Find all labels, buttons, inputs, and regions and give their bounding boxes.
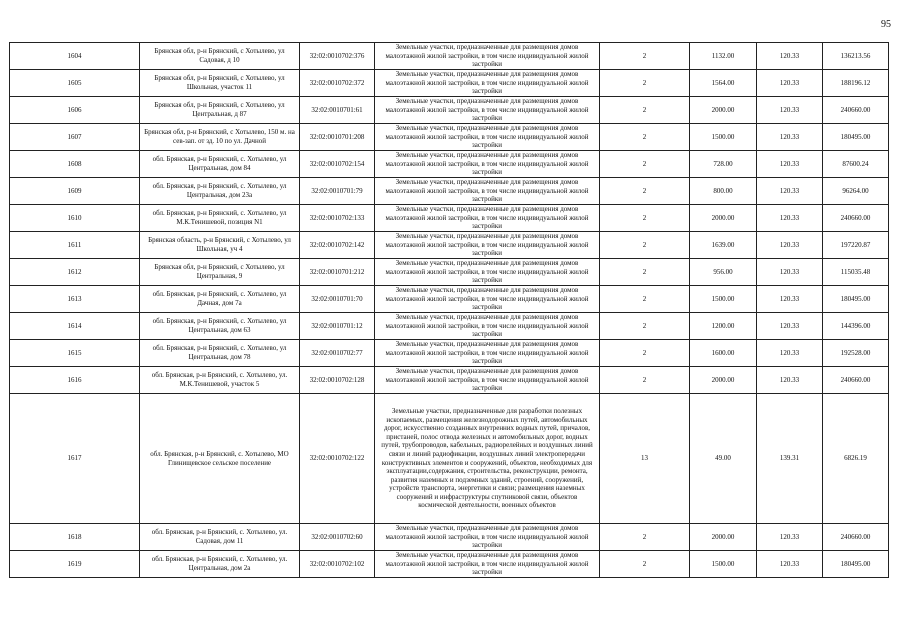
area-cell: 1500.00 (690, 124, 757, 151)
cadastral-number-cell: 32:02:0010702:60 (300, 524, 375, 551)
address-cell: обл. Брянская, р-н Брянский, с. Хотылево, ул Центральная, дом 23а (140, 178, 300, 205)
row-number: 1619 (10, 551, 140, 578)
land-use-cell: Земельные участки, предназначенные для размещения домов малоэтажной жилой застройки, в том числе индивидуальной жилой застройки (375, 340, 600, 367)
land-use-cell: Земельные участки, предназначенные для размещения домов малоэтажной жилой застройки, в том числе индивидуальной жилой застройки (375, 524, 600, 551)
cadastral-value-cell: 136213.56 (823, 43, 889, 70)
area-cell: 1564.00 (690, 70, 757, 97)
address-cell: обл. Брянская, р-н Брянский, с. Хотылево, ул. Садовая, дом 11 (140, 524, 300, 551)
rate-cell: 120.33 (757, 232, 823, 259)
table-row (10, 286, 889, 313)
group-code-cell: 2 (600, 551, 690, 578)
cadastral-value-cell: 240660.00 (823, 524, 889, 551)
address-cell: обл. Брянская, р-н Брянский, с. Хотылево, ул Центральная, дом 84 (140, 151, 300, 178)
address-cell: обл. Брянская, р-н Брянский, с. Хотылево, ул. Центральная, дом 2а (140, 551, 300, 578)
row-number: 1616 (10, 367, 140, 394)
group-code-cell: 2 (600, 367, 690, 394)
address-cell: Брянская область, р-н Брянский, с Хотылево, ул Школьная, уч 4 (140, 232, 300, 259)
cadastral-number-cell: 32:02:0010702:133 (300, 205, 375, 232)
row-number: 1617 (10, 394, 140, 524)
row-number: 1606 (10, 97, 140, 124)
table-row (10, 43, 889, 70)
cadastral-value-cell: 180495.00 (823, 551, 889, 578)
cadastral-number-cell: 32:02:0010702:122 (300, 394, 375, 524)
rate-cell: 120.33 (757, 367, 823, 394)
area-cell: 728.00 (690, 151, 757, 178)
group-code-cell: 2 (600, 259, 690, 286)
rate-cell: 139.31 (757, 394, 823, 524)
address-cell: Брянская обл, р-н Брянский, с Хотылево, ул Садовая, д 10 (140, 43, 300, 70)
land-parcels-table (9, 42, 889, 578)
address-cell: Брянская обл, р-н Брянский, с Хотылево, 150 м. на сев-зап. от зд. 10 по ул. Дачной (140, 124, 300, 151)
group-code-cell: 2 (600, 178, 690, 205)
row-number: 1614 (10, 313, 140, 340)
row-number: 1607 (10, 124, 140, 151)
table-row (10, 97, 889, 124)
row-number: 1611 (10, 232, 140, 259)
table-row (10, 367, 889, 394)
area-cell: 1500.00 (690, 551, 757, 578)
land-use-cell: Земельные участки, предназначенные для размещения домов малоэтажной жилой застройки, в том числе индивидуальной жилой застройки (375, 97, 600, 124)
area-cell: 956.00 (690, 259, 757, 286)
cadastral-number-cell: 32:02:0010701:70 (300, 286, 375, 313)
rate-cell: 120.33 (757, 124, 823, 151)
area-cell: 1132.00 (690, 43, 757, 70)
area-cell: 2000.00 (690, 524, 757, 551)
row-number: 1605 (10, 70, 140, 97)
cadastral-value-cell: 180495.00 (823, 124, 889, 151)
area-cell: 2000.00 (690, 367, 757, 394)
address-cell: обл. Брянская, р-н Брянский, с. Хотылево, ул Центральная, дом 78 (140, 340, 300, 367)
land-use-cell: Земельные участки, предназначенные для размещения домов малоэтажной жилой застройки, в том числе индивидуальной жилой застройки (375, 259, 600, 286)
rate-cell: 120.33 (757, 97, 823, 124)
row-number: 1612 (10, 259, 140, 286)
address-cell: обл. Брянская, р-н Брянский, с. Хотылево, ул Центральная, дом 63 (140, 313, 300, 340)
cadastral-value-cell: 188196.12 (823, 70, 889, 97)
address-cell: Брянская обл, р-н Брянский, с Хотылево, ул Школьная, участок 11 (140, 70, 300, 97)
area-cell: 1600.00 (690, 340, 757, 367)
land-use-cell: Земельные участки, предназначенные для разработки полезных ископаемых, размещения железнодорожных путей, автомобильных дорог, искусственно созданных внутренних водных путей, причалов, пристаней, полос отвода железных и автомобильных дорог, водных путей, трубопроводов, кабельных, радиорелейных и воздушных линий связи и линий радиофикации, воздушных линий электропередачи конструктивных элементов и сооружений, объектов, необходимых для эксплуатации,содержания, строительства, реконструкции, ремонта, развития наземных и подземных зданий, строений, сооружений, устройств транспорта, энергетики и связи; размещения наземных сооружений и инфраструктуры спутниковой связи, объектов космической деятельности, военных объектов (375, 394, 600, 524)
rate-cell: 120.33 (757, 205, 823, 232)
group-code-cell: 2 (600, 313, 690, 340)
row-number: 1610 (10, 205, 140, 232)
row-number: 1608 (10, 151, 140, 178)
group-code-cell: 2 (600, 151, 690, 178)
table-row (10, 551, 889, 578)
area-cell: 800.00 (690, 178, 757, 205)
rate-cell: 120.33 (757, 313, 823, 340)
cadastral-value-cell: 180495.00 (823, 286, 889, 313)
cadastral-number-cell: 32:02:0010701:208 (300, 124, 375, 151)
cadastral-number-cell: 32:02:0010702:372 (300, 70, 375, 97)
group-code-cell: 2 (600, 232, 690, 259)
group-code-cell: 2 (600, 340, 690, 367)
row-number: 1618 (10, 524, 140, 551)
group-code-cell: 2 (600, 124, 690, 151)
table-row (10, 313, 889, 340)
cadastral-number-cell: 32:02:0010702:128 (300, 367, 375, 394)
cadastral-number-cell: 32:02:0010702:154 (300, 151, 375, 178)
cadastral-number-cell: 32:02:0010701:12 (300, 313, 375, 340)
table-row (10, 70, 889, 97)
table-row (10, 232, 889, 259)
land-use-cell: Земельные участки, предназначенные для размещения домов малоэтажной жилой застройки, в том числе индивидуальной жилой застройки (375, 313, 600, 340)
rate-cell: 120.33 (757, 70, 823, 97)
cadastral-number-cell: 32:02:0010701:79 (300, 178, 375, 205)
rate-cell: 120.33 (757, 340, 823, 367)
table-row (10, 524, 889, 551)
area-cell: 1200.00 (690, 313, 757, 340)
table-row (10, 259, 889, 286)
cadastral-value-cell: 6826.19 (823, 394, 889, 524)
table-row (10, 394, 889, 524)
cadastral-value-cell: 192528.00 (823, 340, 889, 367)
land-use-cell: Земельные участки, предназначенные для размещения домов малоэтажной жилой застройки, в том числе индивидуальной жилой застройки (375, 151, 600, 178)
rate-cell: 120.33 (757, 43, 823, 70)
cadastral-value-cell: 197220.87 (823, 232, 889, 259)
address-cell: обл. Брянская, р-н Брянский, с. Хотылево, ул. М.К.Тенишевой, участок 5 (140, 367, 300, 394)
cadastral-number-cell: 32:02:0010702:77 (300, 340, 375, 367)
rate-cell: 120.33 (757, 259, 823, 286)
address-cell: Брянская обл, р-н Брянский, с Хотылево, ул Центральная, д 87 (140, 97, 300, 124)
cadastral-value-cell: 240660.00 (823, 367, 889, 394)
rate-cell: 120.33 (757, 524, 823, 551)
cadastral-number-cell: 32:02:0010702:142 (300, 232, 375, 259)
land-use-cell: Земельные участки, предназначенные для размещения домов малоэтажной жилой застройки, в том числе индивидуальной жилой застройки (375, 124, 600, 151)
land-use-cell: Земельные участки, предназначенные для размещения домов малоэтажной жилой застройки, в том числе индивидуальной жилой застройки (375, 367, 600, 394)
cadastral-number-cell: 32:02:0010701:61 (300, 97, 375, 124)
land-use-cell: Земельные участки, предназначенные для размещения домов малоэтажной жилой застройки, в том числе индивидуальной жилой застройки (375, 286, 600, 313)
cadastral-number-cell: 32:02:0010701:212 (300, 259, 375, 286)
land-use-cell: Земельные участки, предназначенные для размещения домов малоэтажной жилой застройки, в том числе индивидуальной жилой застройки (375, 232, 600, 259)
table-row (10, 340, 889, 367)
land-use-cell: Земельные участки, предназначенные для размещения домов малоэтажной жилой застройки, в том числе индивидуальной жилой застройки (375, 70, 600, 97)
land-use-cell: Земельные участки, предназначенные для размещения домов малоэтажной жилой застройки, в том числе индивидуальной жилой застройки (375, 205, 600, 232)
rate-cell: 120.33 (757, 178, 823, 205)
cadastral-value-cell: 115035.48 (823, 259, 889, 286)
group-code-cell: 2 (600, 97, 690, 124)
row-number: 1613 (10, 286, 140, 313)
group-code-cell: 13 (600, 394, 690, 524)
group-code-cell: 2 (600, 70, 690, 97)
group-code-cell: 2 (600, 286, 690, 313)
rate-cell: 120.33 (757, 551, 823, 578)
table-row (10, 178, 889, 205)
rate-cell: 120.33 (757, 286, 823, 313)
row-number: 1609 (10, 178, 140, 205)
cadastral-value-cell: 240660.00 (823, 97, 889, 124)
cadastral-value-cell: 96264.00 (823, 178, 889, 205)
area-cell: 2000.00 (690, 97, 757, 124)
cadastral-number-cell: 32:02:0010702:376 (300, 43, 375, 70)
area-cell: 1639.00 (690, 232, 757, 259)
land-use-cell: Земельные участки, предназначенные для размещения домов малоэтажной жилой застройки, в том числе индивидуальной жилой застройки (375, 551, 600, 578)
group-code-cell: 2 (600, 43, 690, 70)
address-cell: Брянская обл, р-н Брянский, с Хотылево, ул Центральная, 9 (140, 259, 300, 286)
group-code-cell: 2 (600, 205, 690, 232)
cadastral-value-cell: 144396.00 (823, 313, 889, 340)
address-cell: обл. Брянская, р-н Брянский, с. Хотылево, МО Глинищевское сельское поселение (140, 394, 300, 524)
table-row (10, 205, 889, 232)
land-use-cell: Земельные участки, предназначенные для размещения домов малоэтажной жилой застройки, в том числе индивидуальной жилой застройки (375, 178, 600, 205)
address-cell: обл. Брянская, р-н Брянский, с. Хотылево, ул М.К.Тенишевой, позиция N1 (140, 205, 300, 232)
group-code-cell: 2 (600, 524, 690, 551)
address-cell: обл. Брянская, р-н Брянский, с. Хотылево, ул Дачная, дом 7а (140, 286, 300, 313)
cadastral-value-cell: 87600.24 (823, 151, 889, 178)
row-number: 1615 (10, 340, 140, 367)
area-cell: 49.00 (690, 394, 757, 524)
area-cell: 1500.00 (690, 286, 757, 313)
land-use-cell: Земельные участки, предназначенные для размещения домов малоэтажной жилой застройки, в том числе индивидуальной жилой застройки (375, 43, 600, 70)
table-row (10, 124, 889, 151)
table-row (10, 151, 889, 178)
page-number: 95 (881, 19, 891, 30)
cadastral-number-cell: 32:02:0010702:102 (300, 551, 375, 578)
cadastral-value-cell: 240660.00 (823, 205, 889, 232)
area-cell: 2000.00 (690, 205, 757, 232)
row-number: 1604 (10, 43, 140, 70)
rate-cell: 120.33 (757, 151, 823, 178)
